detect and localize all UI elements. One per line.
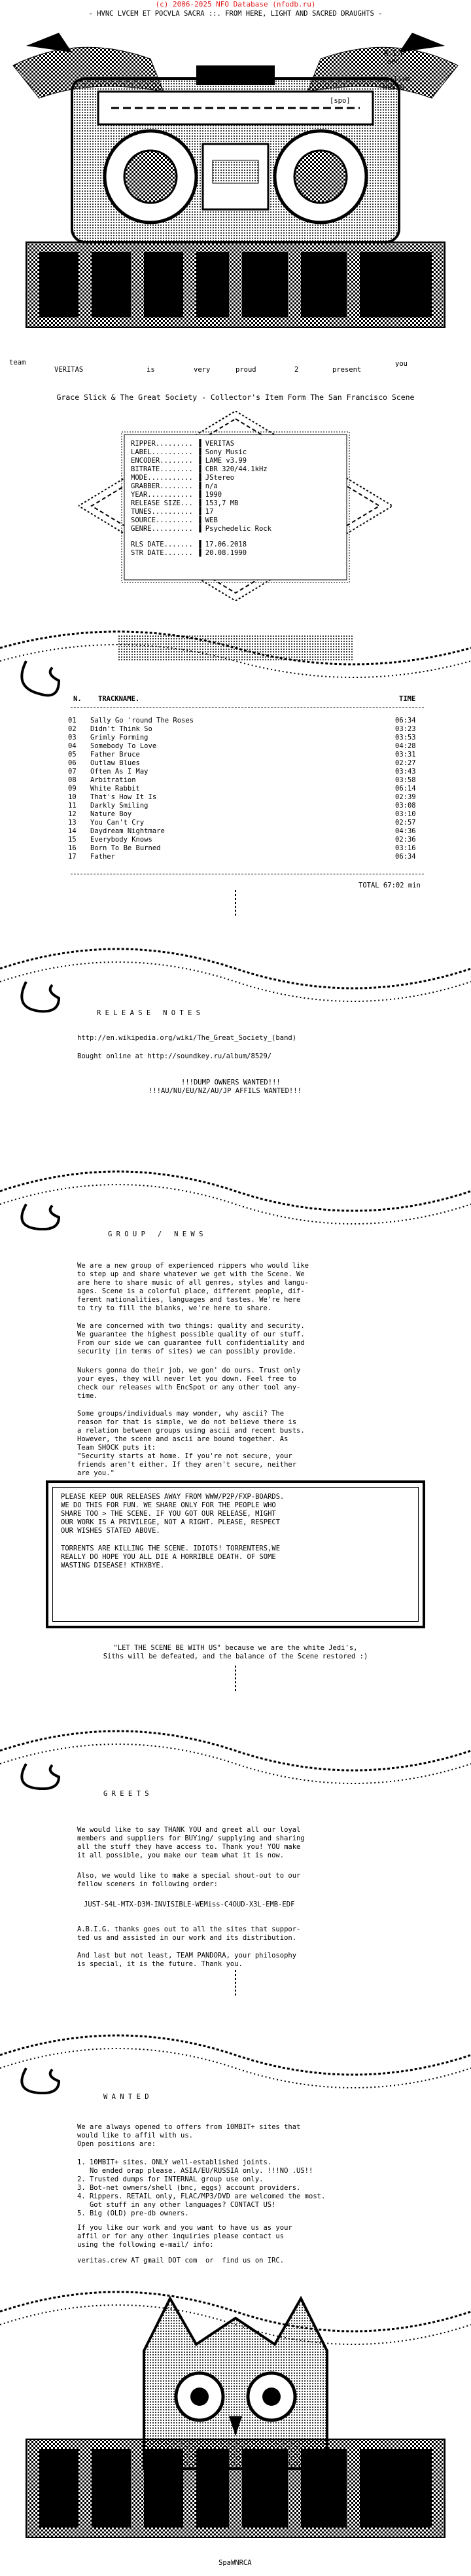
- track-row: [68, 725, 434, 734]
- track-row: [68, 844, 434, 853]
- date-key: RLS DATE.......: [131, 541, 193, 548]
- info-separator: ▐: [192, 508, 205, 516]
- info-row: [131, 457, 271, 465]
- track-title: Born To Be Burned: [90, 844, 161, 852]
- track-title: Nature Boy: [90, 810, 132, 818]
- info-key: BITRATE........: [131, 465, 193, 473]
- track-title: You Can't Cry: [90, 819, 145, 827]
- tagline-two: 2: [294, 366, 299, 374]
- track-row: [68, 802, 434, 810]
- info-value: 153,7 MB: [205, 499, 239, 507]
- track-duration: 02:39: [395, 793, 416, 801]
- wanted-contact: veritas.crew AT gmail DOT com or find us on IRC.: [77, 2257, 285, 2264]
- release-notes-heading: R E L E A S E N O T E S: [97, 1009, 201, 1017]
- info-row: [131, 516, 271, 525]
- track-number: 04: [68, 742, 77, 750]
- greets-p4: And last but not least, TEAM PANDORA, your philosophy is special, it is the future. Thank you.: [77, 1952, 297, 1968]
- track-title: Father: [90, 853, 115, 861]
- track-number: 14: [68, 827, 77, 835]
- track-title: Arbitration: [90, 776, 136, 784]
- group-news-heading: G R O U P / N E W S: [108, 1230, 203, 1238]
- info-separator: ▐: [192, 474, 205, 482]
- info-key: SOURCE.........: [131, 516, 193, 524]
- release-notes-link-2[interactable]: Bought online at http://soundkey.ru/album/8529/: [77, 1052, 272, 1060]
- tracklist-header-track: TRACKNAME.: [98, 695, 140, 703]
- track-number: 07: [68, 768, 77, 776]
- track-duration: 03:08: [395, 802, 416, 810]
- info-value: WEB: [205, 516, 218, 524]
- track-number: 05: [68, 751, 77, 759]
- info-key: TUNES..........: [131, 508, 193, 516]
- track-row: [68, 793, 434, 802]
- track-duration: 03:53: [395, 734, 416, 742]
- info-value: 17: [205, 508, 214, 516]
- rip-name: aPC: [387, 58, 400, 66]
- release-dates: [131, 541, 247, 558]
- tracklist-ornament: [0, 609, 471, 700]
- track-row: [68, 734, 434, 742]
- tracklist-header-time: TIME: [399, 695, 416, 703]
- jedi-quote: "LET THE SCENE BE WITH US" because we are the white Jedi's, Siths will be defeated, and the balance of the Scene restored :): [103, 1644, 368, 1660]
- greets-p1: We would like to say THANK YOU and greet all our loyal members and suppliers for BUYing/ supplying and sharing all the stuff they have access to. Thank you! YOU make it all possible, you make our team what it is now.: [77, 1826, 305, 1859]
- date-row: [131, 541, 247, 549]
- info-row: [131, 482, 271, 491]
- tagline-you: you: [395, 360, 408, 368]
- track-duration: 02:36: [395, 836, 416, 844]
- track-number: 16: [68, 844, 77, 852]
- dump-owners-wanted: !!!DUMP OWNERS WANTED!!!: [181, 1079, 281, 1086]
- track-title: That's How It Is: [90, 793, 157, 801]
- wanted-outro: If you like our work and you want to have us as your affil or for any other inquiries please contact us using the following e-mail/ info:: [77, 2224, 292, 2249]
- track-row: [68, 810, 434, 819]
- info-value: JStereo: [205, 474, 235, 482]
- info-value: Psychedelic Rock: [205, 525, 271, 533]
- art-credit: SpaWNRCA: [218, 2559, 252, 2567]
- track-row: [68, 768, 434, 776]
- track-number: 13: [68, 819, 77, 827]
- track-row: [68, 836, 434, 844]
- track-number: 02: [68, 725, 77, 733]
- info-key: RIPPER.........: [131, 440, 193, 448]
- release-notes-link-1[interactable]: http://en.wikipedia.org/wiki/The_Great_Society_(band): [77, 1034, 297, 1042]
- track-duration: 03:16: [395, 844, 416, 852]
- track-title: Everybody Knows: [90, 836, 152, 844]
- banner-line-1: (c) 2006-2025 NFO Database (nfodb.ru): [155, 0, 316, 9]
- tracklist-total: TOTAL 67:02 min: [358, 882, 421, 889]
- track-number: 15: [68, 836, 77, 844]
- track-title: Often As I May: [90, 768, 148, 776]
- track-duration: 03:58: [395, 776, 416, 784]
- spo-tag: [spo]: [330, 97, 351, 105]
- group-news-p1: We are a new group of experienced rippers who would like to step up and share whatever we get with the Scene. We are here to share music of all genres, styles and langu- ages. Scene is a colorful place, different people, dif- ferent nationalities, languages and tastes. We're here to try to fill the blanks, we're here to share.: [77, 1262, 309, 1312]
- track-number: 06: [68, 759, 77, 767]
- wanted-list: 1. 10MBIT+ sites. ONLY well-established joints. No ended orap please. ASIA/EU/RUSSIA only. !!!NO .US!! 2. Trusted dumps for INTERNAL group use only. 3. Bot-net owners/shell (bnc, eggs) account providers. 4. Rippers. RETAIL only, FLAC/MP3/DVD are welcomed the most. Got stuff in any other languages? CONTACT US! 5. Big (OLD) pre-db owners.: [77, 2158, 326, 2217]
- track-duration: 03:31: [395, 751, 416, 759]
- greets-p2: Also, we would like to make a special shout-out to our fellow sceners in following order:: [77, 1872, 301, 1888]
- release-notes-ornament: [0, 890, 471, 1014]
- info-separator: ▐: [192, 448, 205, 456]
- info-row: [131, 525, 271, 533]
- info-row: [131, 465, 271, 474]
- info-key: GRABBER........: [131, 482, 193, 490]
- track-duration: 03:23: [395, 725, 416, 733]
- info-separator: ▐: [192, 440, 205, 448]
- info-row: [131, 491, 271, 499]
- track-duration: 04:28: [395, 742, 416, 750]
- greets-ornament: [0, 1666, 471, 1790]
- tracklist-header-n: N.: [73, 695, 82, 703]
- info-row: [131, 474, 271, 482]
- track-row: [68, 819, 434, 827]
- info-key: LABEL..........: [131, 448, 193, 456]
- track-number: 11: [68, 802, 77, 810]
- tracklist: [68, 717, 434, 861]
- boombox-art: [0, 20, 471, 334]
- tagline-very: very: [194, 366, 211, 374]
- track-row: [68, 853, 434, 861]
- banner-line-2: - HVNC LVCEM ET POCVLA SACRA ::. FROM HERE, LIGHT AND SACRED DRAUGHTS -: [88, 10, 383, 18]
- group-news-p3: Nukers gonna do their job, we gon' do ours. Trust only your eyes, they will never let you down. Feel free to check our releases with EncSpot or any other tool any- time.: [77, 1367, 301, 1400]
- info-value: VERITAS: [205, 440, 235, 448]
- date-value: 17.06.2018: [205, 541, 247, 548]
- info-value: 1990: [205, 491, 222, 499]
- greets-heading: G R E E T S: [103, 1790, 149, 1798]
- group-news-ornament: [0, 1106, 471, 1230]
- track-title: Sally Go 'round The Roses: [90, 717, 194, 724]
- bottom-logo-art: [0, 2272, 471, 2554]
- group-news-p4: Some groups/individuals may wonder, why ascii? The reason for that is simple, we do not believe there is a relation between groups using ascii and recent busts. However, the scene and ascii are bound together. As Team SHOCK puts it: "Security starts at home. If you're not secure, your friends aren't either. If they aren't secure, neither are you.": [77, 1410, 305, 1477]
- group-news-p2: We are concerned with two things: quality and security. We guarantee the highest possible quality of our stuff. From our side we can guarantee full confidentiality and security (in terms of sites) we can possibly provide.: [77, 1322, 305, 1355]
- track-duration: 02:57: [395, 819, 416, 827]
- info-key: MODE...........: [131, 474, 193, 482]
- affils-wanted: !!!AU/NU/EU/NZ/AU/JP AFFILS WANTED!!!: [148, 1087, 302, 1095]
- tagline-name: VERITAS: [54, 366, 84, 374]
- track-number: 08: [68, 776, 77, 784]
- notice-inner: [52, 1487, 419, 1622]
- track-title: White Rabbit: [90, 785, 140, 793]
- track-number: 09: [68, 785, 77, 793]
- wanted-ornament: [0, 1970, 471, 2094]
- date-value: 20.08.1990: [205, 549, 247, 557]
- track-duration: 06:34: [395, 717, 416, 724]
- track-duration: 06:14: [395, 785, 416, 793]
- notice-box: [46, 1480, 425, 1628]
- track-row: [68, 759, 434, 768]
- long-live-name: MUSIQ: [383, 84, 404, 92]
- info-key: GENRE..........: [131, 525, 193, 533]
- date-separator: ▐: [192, 549, 205, 557]
- date-key: STR DATE.......: [131, 549, 193, 557]
- info-row: [131, 440, 271, 448]
- greets-p3: A.B.I.G. thanks goes out to all the sites that suppor- ted us and assisted in our work and its distribution.: [77, 1925, 301, 1942]
- track-title: Daydream Nightmare: [90, 827, 165, 835]
- info-separator: ▐: [192, 525, 205, 533]
- info-value: LAME v3.99: [205, 457, 247, 465]
- track-title: Darkly Smiling: [90, 802, 148, 810]
- track-duration: 06:34: [395, 853, 416, 861]
- track-duration: 02:27: [395, 759, 416, 767]
- track-title: Grimly Forming: [90, 734, 148, 742]
- rip-label: R.I.P: [384, 50, 405, 58]
- date-separator: ▐: [192, 541, 205, 548]
- notice-p1: PLEASE KEEP OUR RELEASES AWAY FROM WWW/P2P/FXP-BOARDS. WE DO THIS FOR FUN. WE SHARE ONLY FOR THE PEOPLE WHO SHARE TOO > THE SCENE. IF YOU GOT OUR RELEASE, MIGHT OUR WORK IS A PRIVILEGE, NOT A RIGHT. PLEASE, RESPECT OUR WISHES STATED ABOVE.: [61, 1493, 285, 1535]
- track-row: [68, 717, 434, 725]
- track-title: Outlaw Blues: [90, 759, 140, 767]
- info-separator: ▐: [192, 465, 205, 473]
- tagline-present: present: [332, 366, 362, 374]
- long-live-label: long live: [373, 75, 410, 83]
- info-separator: ▐: [192, 457, 205, 465]
- info-separator: ▐: [192, 482, 205, 490]
- info-row: [131, 448, 271, 457]
- tagline-proud: proud: [236, 366, 256, 374]
- track-duration: 03:43: [395, 768, 416, 776]
- track-title: Somebody To Love: [90, 742, 157, 750]
- date-row: [131, 549, 247, 558]
- info-value: n/a: [205, 482, 218, 490]
- track-row: [68, 776, 434, 785]
- track-duration: 04:36: [395, 827, 416, 835]
- wanted-intro: We are always opened to offers from 10MBIT+ sites that would like to affil with us. Open positions are:: [77, 2123, 301, 2148]
- info-row: [131, 499, 271, 508]
- track-title: Father Bruce: [90, 751, 140, 759]
- info-key: RELEASE SIZE...: [131, 499, 193, 507]
- info-key: ENCODER........: [131, 457, 193, 465]
- track-row: [68, 742, 434, 751]
- track-row: [68, 785, 434, 793]
- tagline-is: is: [147, 366, 155, 374]
- track-number: 10: [68, 793, 77, 801]
- info-value: CBR 320/44.1kHz: [205, 465, 268, 473]
- info-separator: ▐: [192, 491, 205, 499]
- info-value: Sony Music: [205, 448, 247, 456]
- track-title: Didn't Think So: [90, 725, 152, 733]
- tagline-team: team: [9, 359, 26, 367]
- release-info: [131, 440, 271, 533]
- track-number: 17: [68, 853, 77, 861]
- info-separator: ▐: [192, 499, 205, 507]
- notice-p2: TORRENTS ARE KILLING THE SCENE. IDIOTS! TORRENTERS,WE REALLY DO HOPE YOU ALL DIE A HORRIBLE DEATH. OF SOME WASTING DISEASE! KTHXBYE.: [61, 1545, 281, 1569]
- track-number: 03: [68, 734, 77, 742]
- info-key: YEAR...........: [131, 491, 193, 499]
- info-row: [131, 508, 271, 516]
- wanted-heading: W A N T E D: [103, 2093, 149, 2101]
- track-row: [68, 751, 434, 759]
- track-number: 12: [68, 810, 77, 818]
- track-duration: 03:10: [395, 810, 416, 818]
- info-separator: ▐: [192, 516, 205, 524]
- track-number: 01: [68, 717, 77, 724]
- track-row: [68, 827, 434, 836]
- release-title: Grace Slick & The Great Society - Collector's Item Form The San Francisco Scene: [56, 393, 415, 402]
- greets-groups: JUST-S4L-MTX-D3M-INVISIBLE-WEMiss-C4OUD-X3L-EMB-EDF: [84, 1901, 295, 1908]
